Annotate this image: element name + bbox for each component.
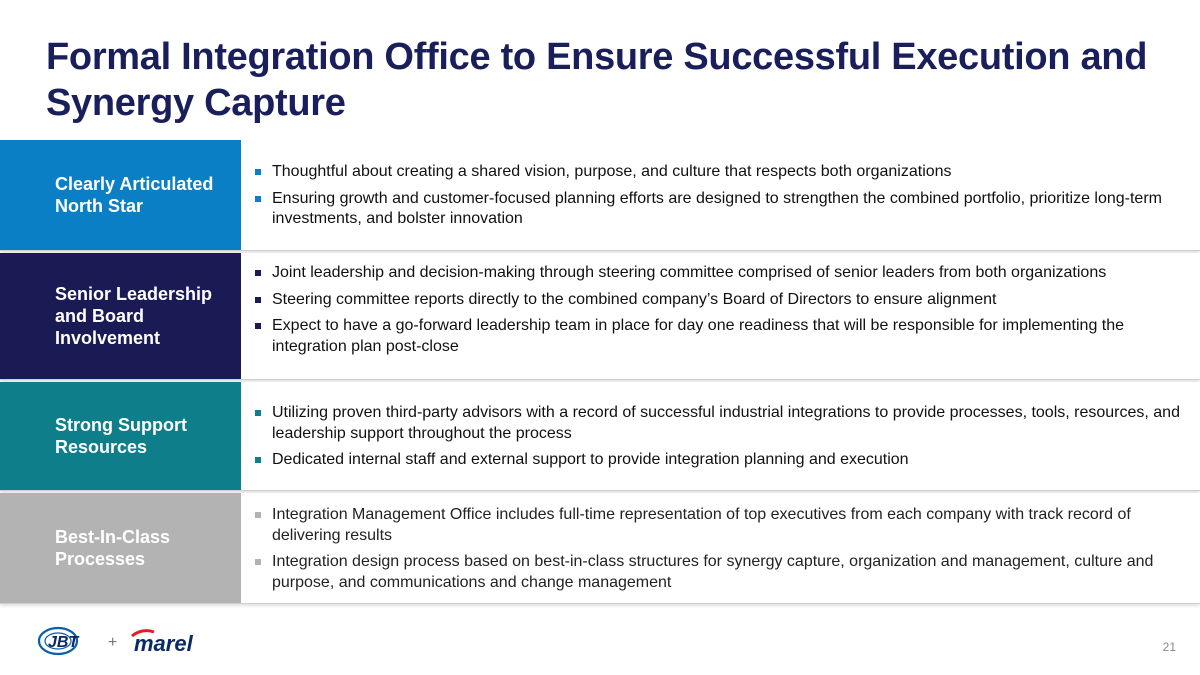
square-bullet-icon (255, 457, 261, 463)
bullet-text: Utilizing proven third-party advisors with a record of successful industrial integrations to provide processes, tools, resources, and leadership support throughout the process (272, 404, 1180, 442)
pillar-label-box (0, 493, 241, 603)
square-bullet-icon (255, 297, 261, 303)
bullet-text: Thoughtful about creating a shared vision, purpose, and culture that respects both organizations (272, 163, 952, 180)
pillar-label: Best-In-Class Processes (55, 527, 171, 569)
bullet-item (255, 316, 1180, 357)
pillar-label-box (0, 253, 241, 379)
bullet-item (255, 263, 1180, 284)
logo-plus-sign: + (108, 634, 118, 651)
pillars-table (0, 140, 1200, 606)
pillar-content (241, 253, 1200, 379)
pillar-label-box (0, 140, 241, 250)
bullet-text: Expect to have a go-forward leadership team in place for day one readiness that will be responsible for implementing the integration plan post-close (272, 317, 1125, 355)
square-bullet-icon (255, 559, 261, 565)
marel-logo (132, 631, 194, 656)
square-bullet-icon (255, 410, 261, 416)
bullet-text: Dedicated internal staff and external support to provide integration planning and execution (272, 451, 909, 468)
bullet-item (255, 162, 1180, 183)
bullet-item (255, 403, 1180, 444)
page-number: 21 (1162, 640, 1176, 654)
bullet-text: Ensuring growth and customer-focused planning efforts are designed to strengthen the combined portfolio, prioritize long-term investments, and bolster innovation (272, 189, 1162, 227)
square-bullet-icon (255, 196, 261, 202)
pillar-label: Clearly Articulated North Star (55, 174, 214, 216)
bullet-item (255, 290, 1180, 311)
pillar-row-north-star (0, 140, 1200, 251)
marel-logo-text: marel (134, 631, 193, 656)
bullet-text: Integration design process based on best-in-class structures for synergy capture, organization and management, culture and purpose, and communications and change management (272, 553, 1154, 591)
pillar-label: Strong Support Resources (55, 415, 187, 457)
pillar-row-processes (0, 493, 1200, 604)
pillar-row-senior-leadership (0, 253, 1200, 380)
pillar-row-support-resources (0, 382, 1200, 491)
jbt-logo-text: JBT (48, 634, 79, 651)
slide-title: Formal Integration Office to Ensure Successful Execution and Synergy Capture (46, 36, 1148, 124)
jbt-marel-logo (36, 622, 226, 658)
square-bullet-icon (255, 512, 261, 518)
pillar-content (241, 493, 1200, 603)
square-bullet-icon (255, 323, 261, 329)
bullet-item (255, 552, 1180, 593)
pillar-content (241, 382, 1200, 490)
square-bullet-icon (255, 270, 261, 276)
bullet-text: Joint leadership and decision-making through steering committee comprised of senior leaders from both organizations (272, 264, 1107, 281)
pillar-content (241, 140, 1200, 250)
bullet-text: Steering committee reports directly to the combined company’s Board of Directors to ensure alignment (272, 290, 997, 308)
bullet-text: Integration Management Office includes full-time representation of top executives from each company with track record of delivering results (272, 506, 1131, 544)
pillar-label: Senior Leadership and Board Involvement (55, 284, 213, 348)
bullet-item (255, 450, 1180, 471)
square-bullet-icon (255, 169, 261, 175)
bullet-item (255, 505, 1180, 546)
pillar-label-box (0, 382, 241, 490)
bullet-item (255, 189, 1180, 230)
jbt-logo (39, 628, 79, 654)
